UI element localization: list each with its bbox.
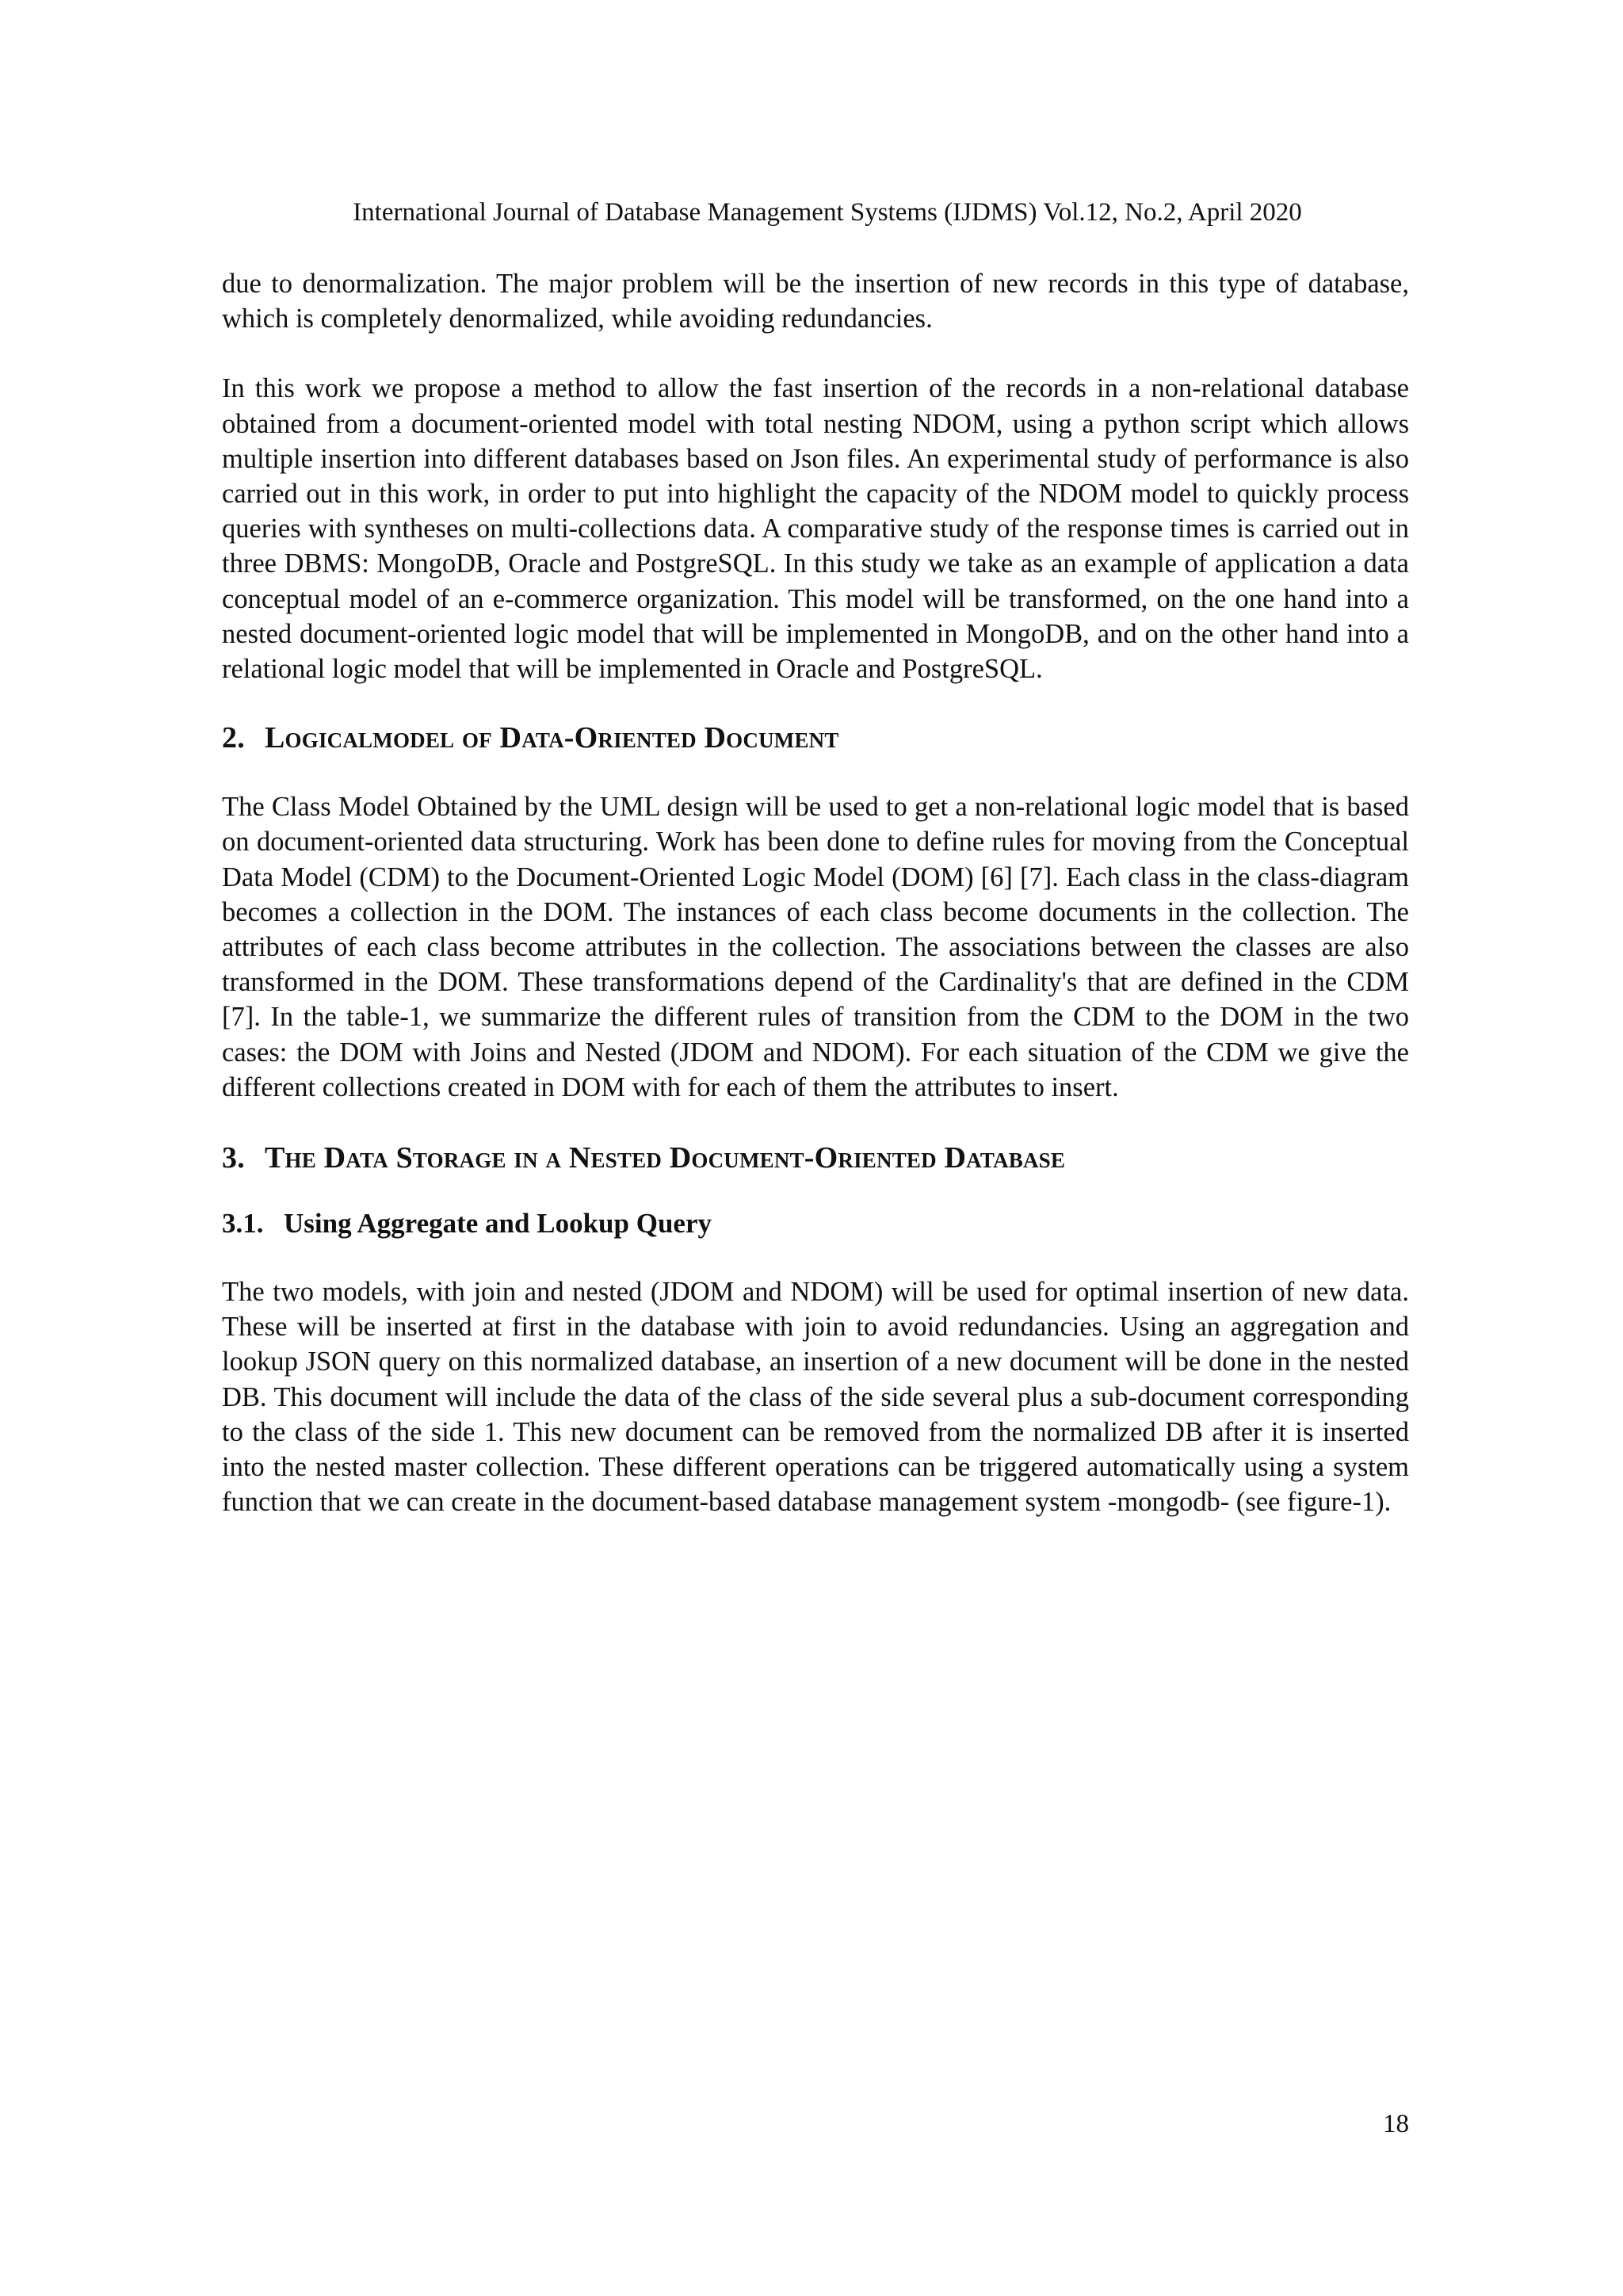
paragraph-intro-continuation: due to denormalization. The major problem will be the insertion of new records in this type of database, which is completely denormalized, while avoiding redundancies.: [222, 269, 1409, 334]
running-header: International Journal of Database Management Systems (IJDMS) Vol.12, No.2, April 2020: [353, 198, 1302, 227]
section-3-number: 3.: [222, 1141, 245, 1175]
section-3-1-title: Using Aggregate and Lookup Query: [284, 1208, 712, 1240]
section-3-1-heading: [222, 1206, 1409, 1241]
paragraph-intro-proposal: In this work we propose a method to allow the fast insertion of the records in a non-relational database obtained from a document-oriented model with total nesting NDOM, using a python script which allows multiple insertion into different databases based on Json files. An experimental study of performance is also carried out in this work, in order to put into highlight the capacity of the NDOM model to quickly process queries with syntheses on multi-collections data. A comparative study of the response times is carried out in three DBMS: MongoDB, Oracle and PostgreSQL. In this study we take as an example of application a data conceptual model of an e-commerce organization. This model will be transformed, on the one hand into a nested document-oriented logic model that will be implemented in MongoDB, and on the other hand into a relational logic model that will be implemented in Oracle and PostgreSQL.: [222, 373, 1409, 685]
paragraph-section-2: The Class Model Obtained by the UML design will be used to get a non-relational logic model that is based on document-oriented data structuring. Work has been done to define rules for moving from the Conceptual Data Model (CDM) to the Document-Oriented Logic Model (DOM) [6] [7]. Each class in the class-diagram becomes a collection in the DOM. The instances of each class become documents in the collection. The attributes of each class become attributes in the collection. The associations between the classes are also transformed in the DOM. These transformations depend of the Cardinality's that are defined in the CDM [7]. In the table-1, we summarize the different rules of transition from the CDM to the DOM in the two cases: the DOM with Joins and Nested (JDOM and NDOM). For each situation of the CDM we give the different collections created in DOM with for each of them the attributes to insert.: [222, 792, 1409, 1102]
section-2-number: 2.: [222, 721, 245, 755]
section-3-title: The Data Storage in a Nested Document-Oriented Database: [265, 1141, 1066, 1175]
section-2-title: Logicalmodel of Data-Oriented Document: [265, 721, 839, 755]
page-body: [222, 266, 1409, 1519]
section-3-1-number: 3.1.: [222, 1208, 264, 1240]
page-number: 18: [1383, 2110, 1409, 2138]
paragraph-section-3-1: The two models, with join and nested (JDOM and NDOM) will be used for optimal insertion of new data. These will be inserted at first in the database with join to avoid redundancies. Using an aggregation and lookup JSON query on this normalized database, an insertion of a new document will be done in the nested DB. This document will include the data of the class of the side several plus a sub-document corresponding to the class of the side 1. This new document can be removed from the normalized DB after it is inserted into the nested master collection. These different operations can be triggered automatically using a system function that we can create in the document-based database management system -mongodb- (see figure-1).: [222, 1277, 1409, 1518]
section-2-heading: [222, 720, 1409, 756]
section-3-heading: [222, 1140, 1409, 1176]
